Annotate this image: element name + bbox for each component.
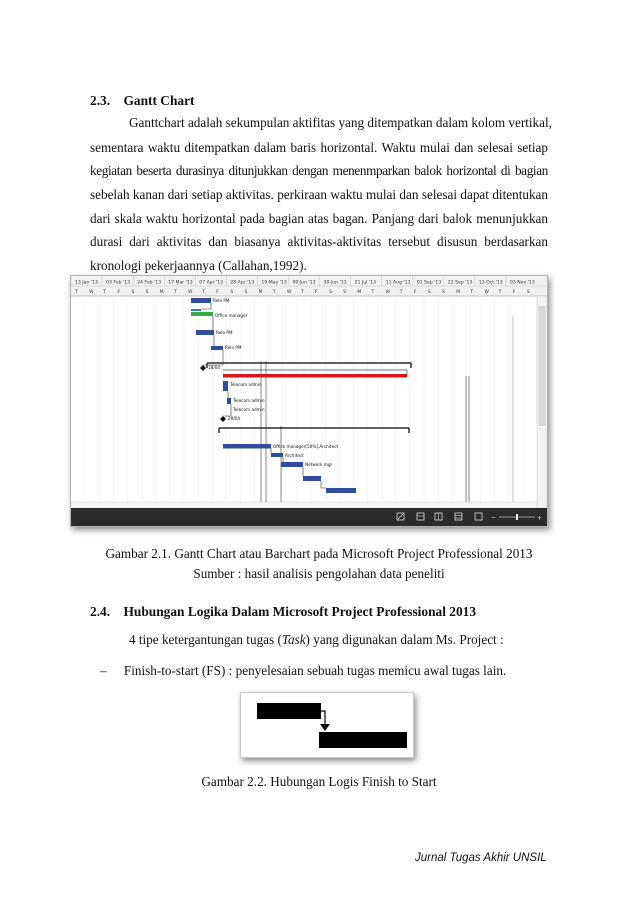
timescale-weekday-label: M (159, 290, 164, 295)
timescale-weekday-label: T (75, 290, 78, 295)
timescale-weekday-label: T (498, 290, 502, 295)
timescale-weekday-label: M (258, 290, 263, 295)
zoom-out-icon[interactable]: − (491, 514, 497, 522)
successor-task-bar (319, 732, 407, 748)
dependency-arrowhead-icon (320, 724, 330, 731)
gantt-gridlines (71, 296, 523, 502)
task-bar (223, 381, 228, 391)
timescale-date-label: 01 Sep '13 (416, 280, 442, 286)
paragraph-line: sementara waktu ditempatkan dalam baris horizontal. Waktu mulai dan selesai setiap (90, 140, 548, 155)
section-2-4-heading (90, 604, 476, 620)
timescale-weekday-label: W (484, 290, 489, 295)
task-label: 29/04 (228, 416, 241, 421)
timescale-date-label: 13 Jan '13 (75, 280, 98, 286)
task-bar (303, 476, 321, 481)
milestone-marker (200, 365, 206, 371)
intro-text: 4 tipe ketergantungan tugas ( (129, 632, 282, 647)
task-label: 18/04 (208, 365, 221, 370)
zoom-in-icon[interactable]: + (537, 515, 543, 522)
task-bar (211, 346, 223, 350)
timescale-weekday-label: F (512, 290, 516, 295)
timescale-date-label: 03 Nov '13 (509, 280, 535, 286)
timescale-date-label: 21 Jul '13 (354, 280, 377, 286)
milestone-marker (220, 416, 226, 422)
journal-footer: Jurnal Tugas Akhir UNSIL (415, 852, 547, 864)
figure-2-2-caption: Gambar 2.2. Hubungan Logis Finish to Start (201, 774, 437, 789)
paragraph-line: Ganttchart adalah sekumpulan aktifitas yang ditempatkan dalam kolom vertikal, (129, 115, 552, 130)
task-label: Telecom admin (233, 398, 265, 403)
timescale-weekday-label: F (315, 290, 318, 295)
timescale-weekday-label: T (202, 290, 205, 295)
timescale-date-label: 30 Jun '13 (323, 280, 347, 286)
critical-task-bar (223, 374, 407, 378)
intro-italic-task: Task (281, 632, 306, 647)
finish-to-start-canvas (241, 693, 413, 757)
timescale-date-label: 07 Apr '13 (199, 280, 224, 286)
task-label: Office manager (215, 313, 248, 318)
section-2-4-intro (129, 632, 504, 648)
timescale-date-label: 17 Mar '13 (168, 280, 193, 286)
task-bar (326, 488, 356, 493)
timescale-weekday-label: S (442, 290, 445, 295)
intro-text: ) yang digunakan dalam Ms. Project : (305, 632, 504, 647)
timescale-weekday-label: T (399, 290, 403, 295)
task-label: Relo PM (213, 298, 230, 303)
task-bar (191, 312, 213, 316)
task-bar (281, 462, 303, 467)
task-bar (191, 309, 201, 311)
timescale-weekday-label: W (286, 290, 292, 295)
section-2-3-title: Gantt Chart (123, 93, 195, 108)
timescale-weekday-label: S (131, 290, 135, 295)
paragraph-line: sebelah kanan dari setiap aktivitas. perkiraan waktu mulai dan selesai dapat ditentukan (90, 187, 548, 202)
timescale-date-label: 11 Aug '13 (385, 280, 411, 286)
timescale-weekday-label: T (300, 290, 304, 295)
task-label: Telecom admin (233, 407, 265, 412)
task-bar (191, 298, 211, 303)
task-label: Telecom admin (230, 382, 262, 387)
timescale-weekday-label: T (371, 290, 375, 295)
bullet-item-fs (100, 663, 506, 679)
task-bar (196, 330, 214, 335)
vertical-scrollbar-thumb[interactable] (539, 306, 546, 426)
task-label: Relo PM (225, 345, 242, 350)
timescale-weekday-label: T (470, 290, 474, 295)
timescale-weekday-label: F (413, 290, 417, 295)
section-2-4-number: 2.4. (90, 604, 111, 619)
dependency-link (321, 711, 325, 725)
timescale-date-label: 03 Feb '13 (106, 280, 131, 286)
task-bar (227, 398, 231, 404)
timescale-weekday-label: S (428, 290, 431, 295)
timescale-weekday-label: T (272, 290, 276, 295)
timescale-date-label: 28 Apr '13 (230, 280, 255, 286)
figure-2-1-caption-line2: Sumber : hasil analisis pengolahan data peneliti (193, 566, 445, 581)
timescale-weekday-label: F (117, 290, 120, 295)
timescale-date-label: 09 Jun '13 (292, 280, 316, 286)
timescale-weekday-label: S (230, 290, 234, 295)
task-label: Network mgr (305, 462, 333, 467)
horizontal-scrollbar[interactable] (71, 502, 537, 508)
section-2-3-heading (90, 93, 195, 109)
timescale-weekday-label: S (145, 290, 149, 295)
zoom-slider-thumb[interactable] (516, 514, 518, 520)
finish-to-start-diagram (240, 692, 414, 758)
timescale-weekday-label: S (244, 290, 248, 295)
timescale-date-label: 13 Oct '13 (478, 280, 503, 286)
predecessor-task-bar (257, 703, 321, 719)
gantt-chart-canvas (71, 276, 547, 526)
task-label: Architect (285, 453, 304, 458)
timescale-weekday-label: W (89, 290, 94, 295)
timescale-weekday-label: S (329, 290, 332, 295)
task-label: Office manager[50%];Architect (273, 444, 339, 449)
timescale-weekday-label: T (103, 290, 106, 295)
paragraph-line: dari skala waktu horizontal pada bagian atas bagan. Panjang dari balok menunjukkan (90, 211, 548, 226)
paragraph-line: kegiatan beserta durasinya ditunjukkan dengan menenmparkan balok horizontal di bagian (90, 163, 548, 178)
timescale-weekday-label: T (173, 290, 177, 295)
status-bar (71, 508, 547, 526)
task-bar (223, 444, 271, 449)
timescale-weekday-label: W (385, 290, 391, 295)
task-bar (271, 453, 283, 457)
timescale-weekday-label: M (357, 290, 362, 295)
timescale-date-label: 19 May '13 (261, 280, 287, 286)
timescale-date-label: 24 Feb '13 (137, 280, 162, 286)
bullet-text: Finish-to-start (FS) : penyelesaian sebuah tugas memicu awal tugas lain. (123, 663, 507, 678)
timescale-date-label: 22 Sep '13 (447, 280, 473, 286)
section-2-3-number: 2.3. (90, 93, 111, 108)
paragraph-line: durasi dari aktivitas dan biasanya aktivitas-aktivitas tersebut disusun berdasarkan (90, 234, 548, 249)
timescale-weekday-label: M (456, 290, 461, 295)
timescale-weekday-label: S (526, 290, 530, 295)
section-2-4-title: Hubungan Logika Dalam Microsoft Project Professional 2013 (123, 604, 477, 619)
paragraph-line: kronologi pekerjaannya (Callahan,1992). (90, 258, 307, 273)
task-label: Relo PM (216, 330, 233, 335)
timescale-weekday-label: W (187, 290, 193, 295)
timescale-weekday-label: S (343, 290, 347, 295)
figure-2-1-caption-line1: Gambar 2.1. Gantt Chart atau Barchart pada Microsoft Project Professional 2013 (105, 546, 533, 561)
timescale-weekday-label: F (216, 290, 219, 295)
gantt-chart-screenshot (70, 275, 548, 527)
bullet-mark: – (100, 663, 107, 678)
